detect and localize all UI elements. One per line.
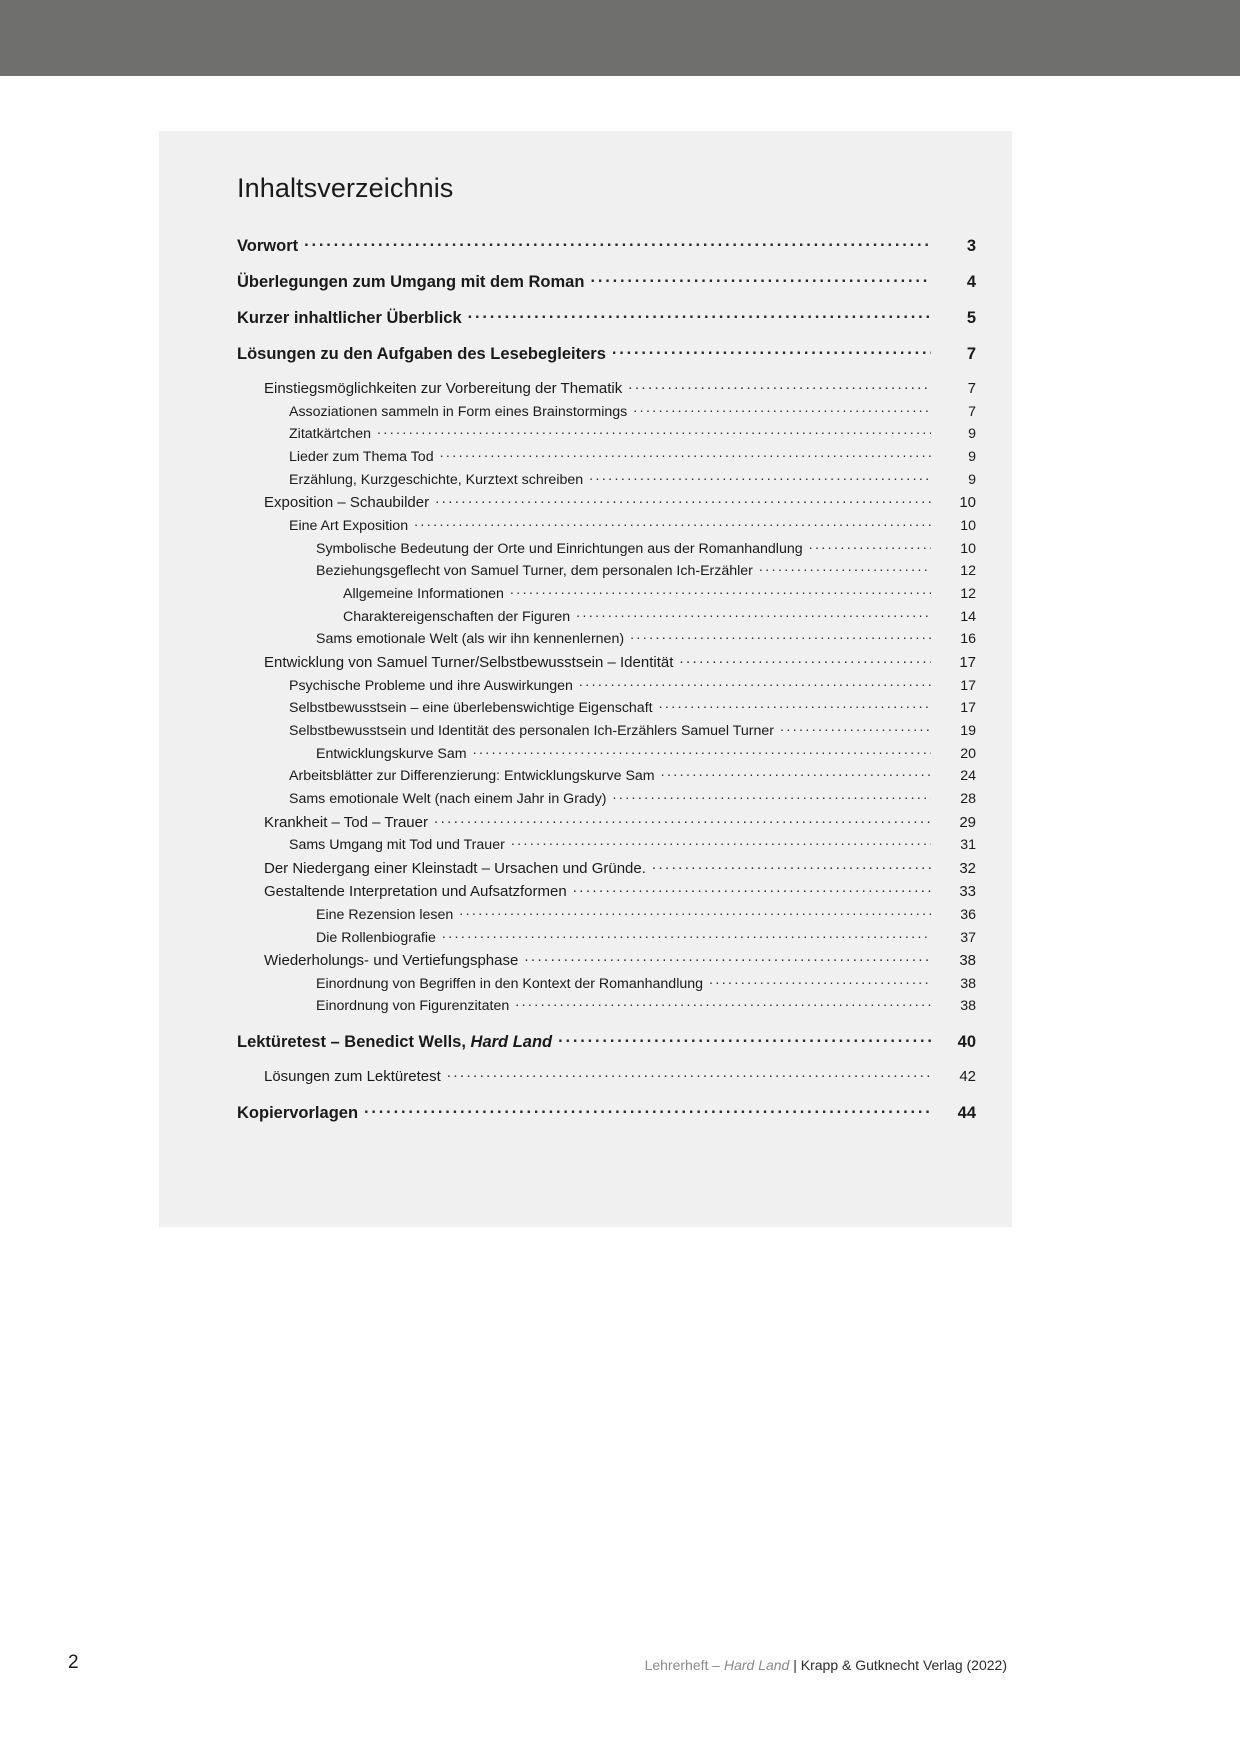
toc-leader-dots [759,561,931,575]
toc-leader-dots [590,270,931,287]
toc-entry-label: Entwicklung von Samuel Turner/Selbstbewusstsein – Identität [264,653,674,671]
toc-entry-label: Eine Rezension lesen [316,906,454,923]
toc-entry[interactable] [237,1101,976,1123]
footer-prefix: Lehrerheft – [644,1657,724,1673]
toc-entry-page-number: 38 [960,975,976,992]
page-footer [0,1652,1240,1692]
toc-leader-dots [435,492,931,507]
toc-entry-label: Entwicklungskurve Sam [316,745,467,762]
toc-leader-dots [612,342,931,359]
toc-entry-label: Lieder zum Thema Tod [289,449,434,466]
toc-leader-dots [709,974,931,988]
toc-entry-page-number: 17 [960,677,976,694]
toc-entry[interactable] [264,652,976,671]
toc-entry[interactable] [289,516,976,534]
toc-leader-dots [459,905,931,919]
toc-entry-page-number: 7 [968,403,976,420]
toc-entry-page-number: 42 [959,1068,976,1086]
toc-leader-dots [524,950,931,965]
toc-entry[interactable] [264,378,976,397]
toc-entry-label: Einordnung von Figurenzitaten [316,998,510,1015]
toc-entry[interactable] [343,584,976,602]
toc-leader-dots [573,881,931,896]
toc-entry[interactable] [316,927,976,945]
toc-leader-dots [579,675,931,689]
toc-entry-label: Exposition – Schaubilder [264,494,430,512]
toc-entry[interactable] [289,402,976,420]
toc-entry[interactable] [264,812,976,831]
toc-entry-label: Überlegungen zum Umgang mit dem Roman [237,272,585,291]
toc-entry[interactable] [316,743,976,761]
toc-leader-dots [473,743,931,757]
toc-leader-dots [679,652,931,667]
toc-leader-dots [434,812,931,827]
toc-entry-label: Der Niedergang einer Kleinstadt – Ursachen und Gründe. [264,859,646,877]
toc-entry-label-italic: Hard Land [470,1032,553,1051]
toc-entry-label: Einordnung von Begriffen in den Kontext der Romanhandlung [316,975,704,992]
toc-entry[interactable] [316,629,976,647]
toc-entry-page-number: 44 [957,1103,976,1122]
toc-leader-dots [510,584,931,598]
toc-entry[interactable] [343,607,976,625]
toc-entry-label: Einstiegsmöglichkeiten zur Vorbereitung der Thematik [264,380,623,397]
page-title: Inhaltsverzeichnis [237,173,454,203]
toc-entry-label: Allgemeine Informationen [343,586,504,602]
toc-entry-label-text: Lektüretest – Benedict Wells, [237,1032,471,1051]
footer-publisher: | Krapp & Gutknecht Verlag (2022) [789,1657,1007,1673]
toc-leader-dots [304,234,931,251]
toc-leader-dots [377,424,931,438]
toc-entry-label: Kopiervorlagen [237,1103,359,1122]
toc-entry-page-number: 4 [966,272,976,291]
toc-entry-page-number: 38 [959,952,976,970]
toc-entry[interactable] [289,835,976,853]
toc-entry-page-number: 33 [959,883,976,901]
table-of-contents-panel [159,131,1012,1227]
toc-entry-page-number: 40 [957,1032,976,1051]
toc-entry-page-number: 5 [966,308,976,327]
toc-entry[interactable] [289,424,976,442]
toc-entry-label: Sams emotionale Welt (als wir ihn kennenlernen) [316,631,625,648]
toc-leader-dots [576,607,931,621]
toc-entry[interactable] [237,1030,976,1052]
toc-entry-label: Charaktereigenschaften der Figuren [343,608,571,625]
toc-leader-dots [364,1101,931,1118]
toc-entry-page-number: 37 [960,929,976,946]
toc-entry-page-number: 9 [968,449,976,466]
toc-entry[interactable] [289,789,976,807]
toc-entry-page-number: 9 [968,426,976,443]
toc-leader-dots [780,721,931,735]
footer-work-title: Hard Land [723,1657,790,1673]
toc-entry-page-number: 29 [959,813,976,831]
toc-entry-label: Vorwort [237,236,299,255]
toc-entry[interactable] [237,342,976,364]
toc-entry-page-number: 20 [960,745,976,762]
toc-entry-page-number: 17 [960,700,976,717]
toc-leader-dots [515,996,931,1010]
toc-leader-dots [809,538,931,552]
footer-credit [645,1657,1007,1673]
toc-leader-dots [468,306,931,323]
toc-entry[interactable] [237,270,976,292]
toc-entry[interactable] [316,561,976,579]
toc-leader-dots [652,858,931,873]
toc-entry-page-number: 31 [960,837,976,854]
toc-entry-page-number: 10 [960,540,976,557]
toc-entry-label: Wiederholungs- und Vertiefungsphase [264,952,519,970]
toc-entry-page-number: 38 [960,998,976,1015]
toc-leader-dots [442,927,931,941]
toc-entry[interactable] [237,306,976,328]
toc-entry-label: Krankheit – Tod – Trauer [264,813,428,831]
toc-entry-page-number: 12 [960,563,976,580]
toc-entry[interactable] [289,766,976,784]
toc-entry-page-number: 16 [960,631,976,648]
toc-entry-page-number: 32 [959,859,976,877]
toc-entry-page-number: 24 [960,768,976,785]
toc-entry[interactable] [316,905,976,923]
toc-entry[interactable] [289,470,976,488]
toc-entry[interactable] [289,447,976,465]
toc-entry-page-number: 36 [960,906,976,923]
toc-leader-dots [511,835,931,849]
toc-entry-label: Selbstbewusstsein – eine überlebenswichtige Eigenschaft [289,700,653,717]
toc-entry[interactable] [289,698,976,716]
toc-entry-label: Sams emotionale Welt (nach einem Jahr in Grady) [289,791,607,807]
toc-leader-dots [659,698,931,712]
toc-leader-dots [447,1066,931,1081]
toc-entry-page-number: 28 [960,791,976,807]
toc-leader-dots [440,447,931,461]
toc-entry-label: Eine Art Exposition [289,517,409,534]
toc-entry-label: Erzählung, Kurzgeschichte, Kurztext schreiben [289,471,584,488]
toc-entry-label: Psychische Probleme und ihre Auswirkungen [289,677,573,694]
toc-leader-dots [630,629,931,643]
toc-entry-page-number: 9 [968,471,976,488]
toc-entry-page-number: 7 [967,380,976,397]
toc-entry-label: Zitatkärtchen [289,426,372,443]
toc-entry[interactable] [316,974,976,992]
top-banner [0,0,1240,76]
toc-leader-dots [414,516,931,530]
toc-entry-label: Selbstbewusstsein und Identität des personalen Ich-Erzählers Samuel Turner [289,722,775,739]
toc-entry[interactable] [264,881,976,900]
toc-leader-dots [628,378,931,393]
toc-entry[interactable] [289,721,976,739]
toc-entry-label: Beziehungsgeflecht von Samuel Turner, dem personalen Ich-Erzähler [316,563,753,580]
toc-leader-dots [589,470,931,484]
toc-entry-page-number: 3 [966,236,976,255]
page-number: 2 [68,1652,79,1673]
toc-entry-page-number: 12 [960,586,976,602]
toc-entry[interactable] [316,538,976,556]
toc-entry-label: Symbolische Bedeutung der Orte und Einrichtungen aus der Romanhandlung [316,540,803,557]
toc-entry-label: Arbeitsblätter zur Differenzierung: Entwicklungskurve Sam [289,768,655,785]
toc-entry[interactable] [264,492,976,511]
toc-leader-dots [558,1030,931,1047]
toc-leader-dots [661,766,931,780]
toc-entry-list [209,234,976,1123]
toc-leader-dots [613,789,931,803]
toc-entry-label: Lösungen zu den Aufgaben des Lesebegleiters [237,344,606,363]
toc-entry-label: Kurzer inhaltlicher Überblick [237,308,462,327]
toc-entry-page-number: 19 [960,722,976,739]
toc-entry-page-number: 17 [959,653,976,671]
toc-entry-label: Lösungen zum Lektüretest [264,1068,441,1086]
toc-entry-label: Assoziationen sammeln in Form eines Brainstormings [289,403,628,420]
toc-entry-label: Sams Umgang mit Tod und Trauer [289,837,505,854]
toc-entry-page-number: 7 [966,344,976,363]
toc-entry[interactable] [237,234,976,256]
toc-entry[interactable] [264,858,976,877]
toc-entry-page-number: 10 [959,494,976,512]
toc-entry[interactable] [316,996,976,1014]
toc-entry[interactable] [264,950,976,969]
toc-entry-label [237,1033,552,1052]
toc-entry[interactable] [264,1066,976,1085]
toc-entry[interactable] [289,675,976,693]
toc-entry-label: Die Rollenbiografie [316,929,436,946]
toc-entry-label: Gestaltende Interpretation und Aufsatzformen [264,883,567,901]
toc-leader-dots [633,402,931,416]
toc-entry-page-number: 10 [960,517,976,534]
toc-entry-page-number: 14 [960,608,976,625]
